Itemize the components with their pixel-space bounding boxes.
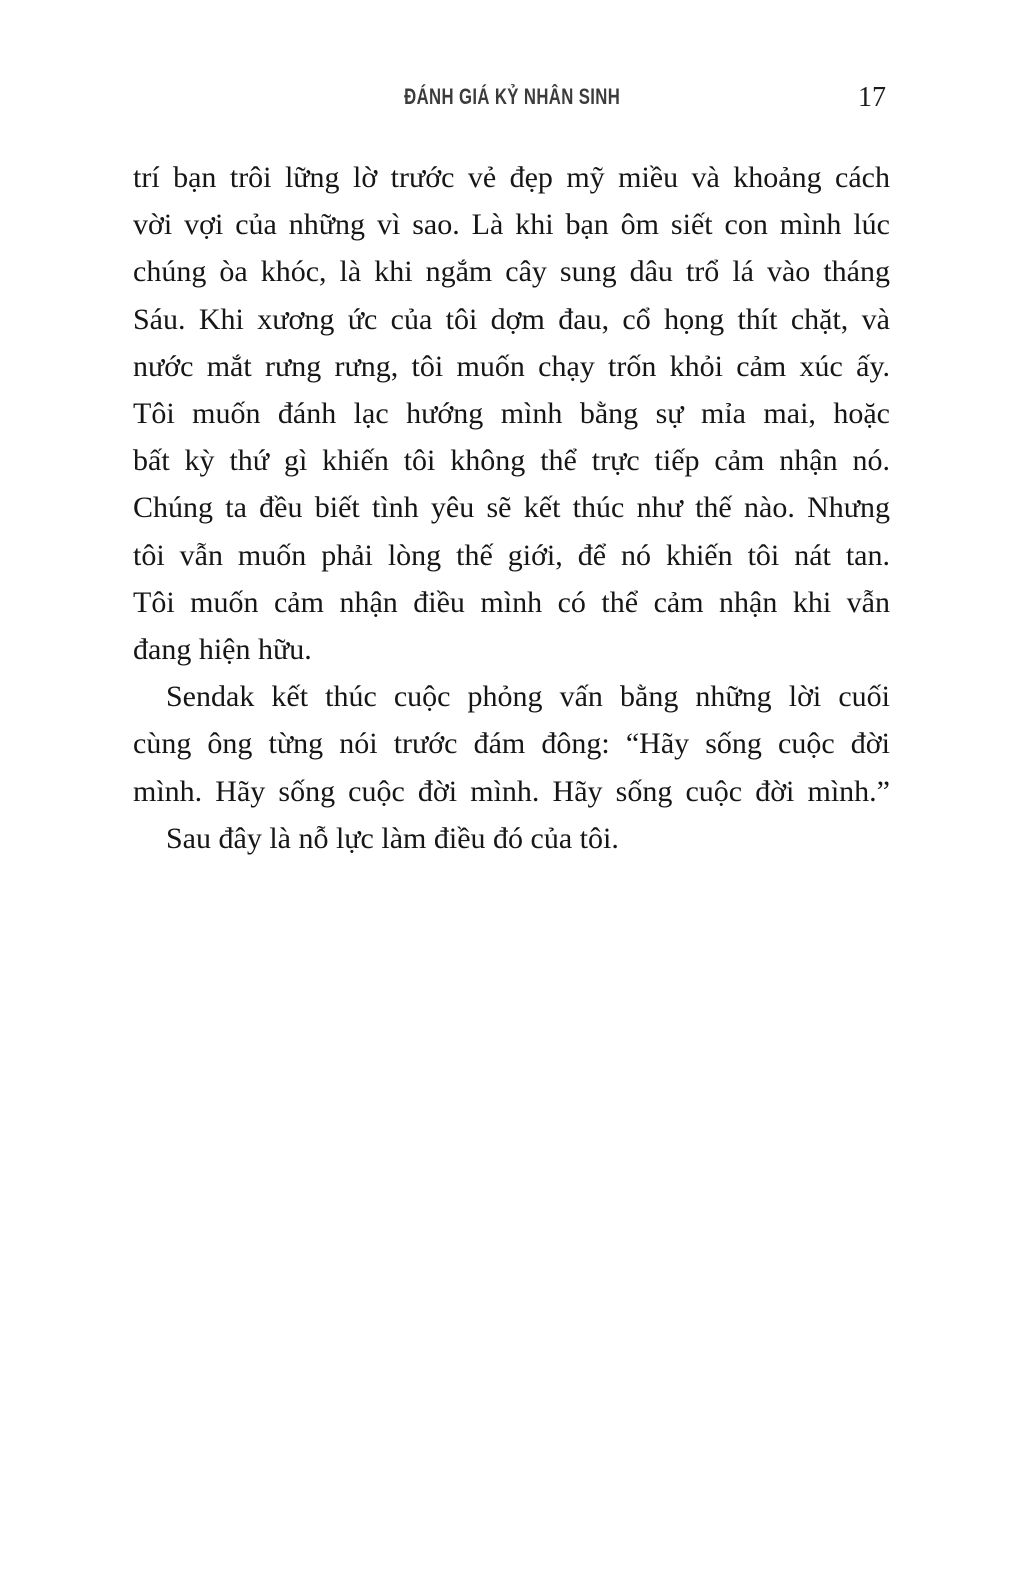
text-line: trí bạn trôi lững lờ trước vẻ đẹp mỹ miều và khoảng cách [133,161,890,194]
running-head-title: ĐÁNH GIÁ KỶ NHÂN SINH [403,84,621,109]
text-line: chúng òa khóc, là khi ngắm cây sung dâu trổ lá vào tháng [133,255,890,289]
text-line: Tôi muốn cảm nhận điều mình có thể cảm nhận khi vẫn [133,585,890,619]
text-line: Sau đây là nỗ lực làm điều đó của tôi. [166,821,619,855]
text-line: Chúng ta đều biết tình yêu sẽ kết thúc như thế nào. Nhưng [133,491,890,525]
text-line: vời vợi của những vì sao. Là khi bạn ôm siết con mình lúc [133,208,890,242]
page-number: 17 [858,82,886,113]
text-line: Sendak kết thúc cuộc phỏng vấn bằng những lời cuối [166,680,890,714]
text-line: Tôi muốn đánh lạc hướng mình bằng sự mỉa mai, hoặc [133,397,890,431]
text-line: nước mắt rưng rưng, tôi muốn chạy trốn khỏi cảm xúc ấy. [133,349,890,383]
text-line: Sáu. Khi xương ức của tôi dợm đau, cổ họng thít chặt, và [133,302,890,336]
text-line: đang hiện hữu. [133,633,312,667]
text-line: tôi vẫn muốn phải lòng thế giới, để nó khiến tôi nát tan. [133,538,890,572]
body-text [133,154,890,862]
text-line: mình. Hãy sống cuộc đời mình. Hãy sống cuộc đời mình.” [133,774,890,808]
text-line: cùng ông từng nói trước đám đông: “Hãy sống cuộc đời [133,727,890,761]
text-line: bất kỳ thứ gì khiến tôi không thể trực tiếp cảm nhận nó. [133,444,890,478]
